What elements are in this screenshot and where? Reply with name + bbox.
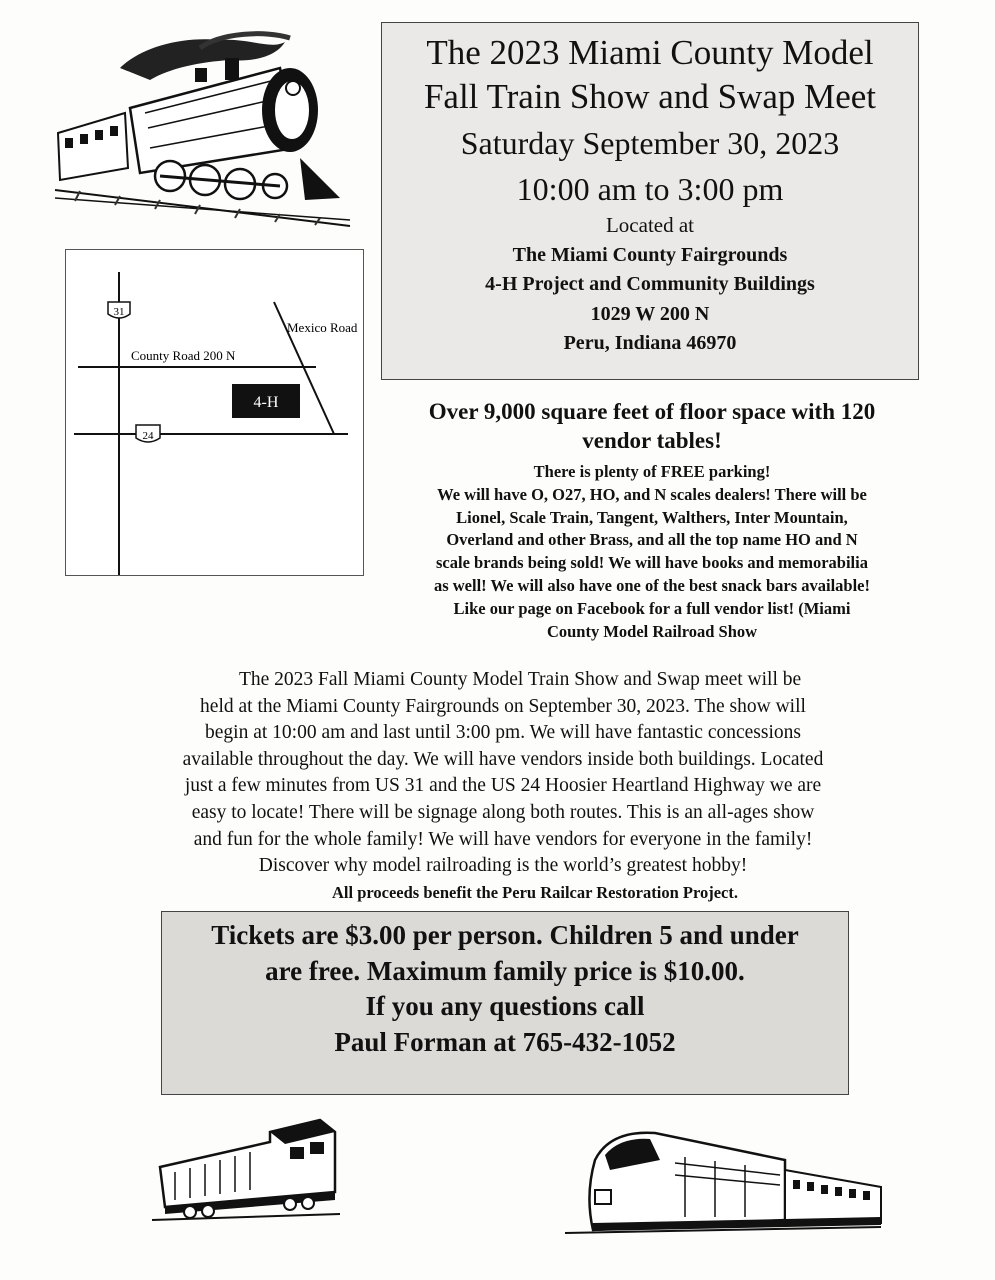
- features-headline-line1: Over 9,000 square feet of floor space with 120: [428, 399, 876, 424]
- venue-city: Peru, Indiana 46970: [563, 332, 737, 354]
- event-description: [112, 667, 894, 880]
- description-line: begin at 10:00 am and last until 3:00 pm. We will have fantastic concessions: [205, 722, 801, 744]
- venue-name: The Miami County Fairgrounds: [512, 244, 788, 266]
- event-time: 10:00 am to 3:00 pm: [516, 171, 784, 207]
- features-line: There is plenty of FREE parking!: [533, 462, 771, 481]
- description-line: and fun for the whole family! We will have vendors for everyone in the family!: [193, 828, 813, 850]
- diesel-locomotive-illustration: [150, 1112, 345, 1227]
- steam-locomotive-illustration: [50, 28, 355, 228]
- route-24-label: 24: [142, 430, 154, 442]
- location-map: [65, 249, 364, 576]
- features-line: Like our page on Facebook for a full vendor list! (Miami: [453, 598, 851, 618]
- proceeds-note: All proceeds benefit the Peru Railcar Restoration Project.: [332, 883, 738, 902]
- us-24-shield-icon: [136, 425, 160, 442]
- description-line: just a few minutes from US 31 and the US 24 Hoosier Heartland Highway we are: [184, 775, 822, 797]
- event-title-line1: The 2023 Miami County Model: [426, 33, 874, 72]
- description-line: available throughout the day. We will have vendors inside both buildings. Located: [182, 748, 824, 770]
- us-31-shield-icon: [108, 302, 130, 318]
- features-line: scale brands being sold! We will have books and memorabilia: [436, 553, 868, 573]
- description-line: Discover why model railroading is the world’s greatest hobby!: [258, 855, 748, 877]
- features-line: We will have O, O27, HO, and N scales dealers! There will be: [437, 484, 867, 504]
- located-label: Located at: [605, 213, 695, 237]
- 4h-building-label: 4-H: [253, 394, 279, 411]
- county-road-label: County Road 200 N: [131, 348, 236, 363]
- tickets-line4: Paul Forman at 765-432-1052: [334, 1026, 676, 1057]
- features-headline-line2: vendor tables!: [582, 428, 722, 453]
- event-title-line2: Fall Train Show and Swap Meet: [423, 77, 877, 116]
- tickets-line1: Tickets are $3.00 per person. Children 5 and under: [211, 920, 799, 950]
- passenger-train-illustration: [565, 1125, 885, 1237]
- route-31-label: 31: [113, 306, 125, 318]
- description-line: easy to locate! There will be signage along both routes. This is an all-ages show: [191, 801, 815, 823]
- venue-buildings: 4-H Project and Community Buildings: [485, 273, 815, 295]
- features-line: as well! We will also have one of the best snack bars available!: [433, 575, 871, 595]
- mexico-road-label: Mexico Road: [287, 320, 358, 335]
- description-line: The 2023 Fall Miami County Model Train Show and Swap meet will be: [204, 669, 802, 690]
- features-line: County Model Railroad Show: [546, 621, 758, 641]
- features-line: Lionel, Scale Train, Tangent, Walthers, Inter Mountain,: [456, 507, 848, 527]
- tickets-box: [161, 911, 849, 1095]
- venue-street: 1029 W 200 N: [590, 303, 710, 325]
- event-date: Saturday September 30, 2023: [460, 125, 840, 161]
- tickets-line3: If you any questions call: [365, 991, 645, 1021]
- description-line: held at the Miami County Fairgrounds on September 30, 2023. The show will: [200, 695, 806, 717]
- features-section: [380, 397, 924, 643]
- features-line: Overland and other Brass, and all the top name HO and N: [446, 530, 858, 550]
- tickets-line2: are free. Maximum family price is $10.00.: [265, 955, 745, 986]
- event-header-box: [381, 22, 919, 380]
